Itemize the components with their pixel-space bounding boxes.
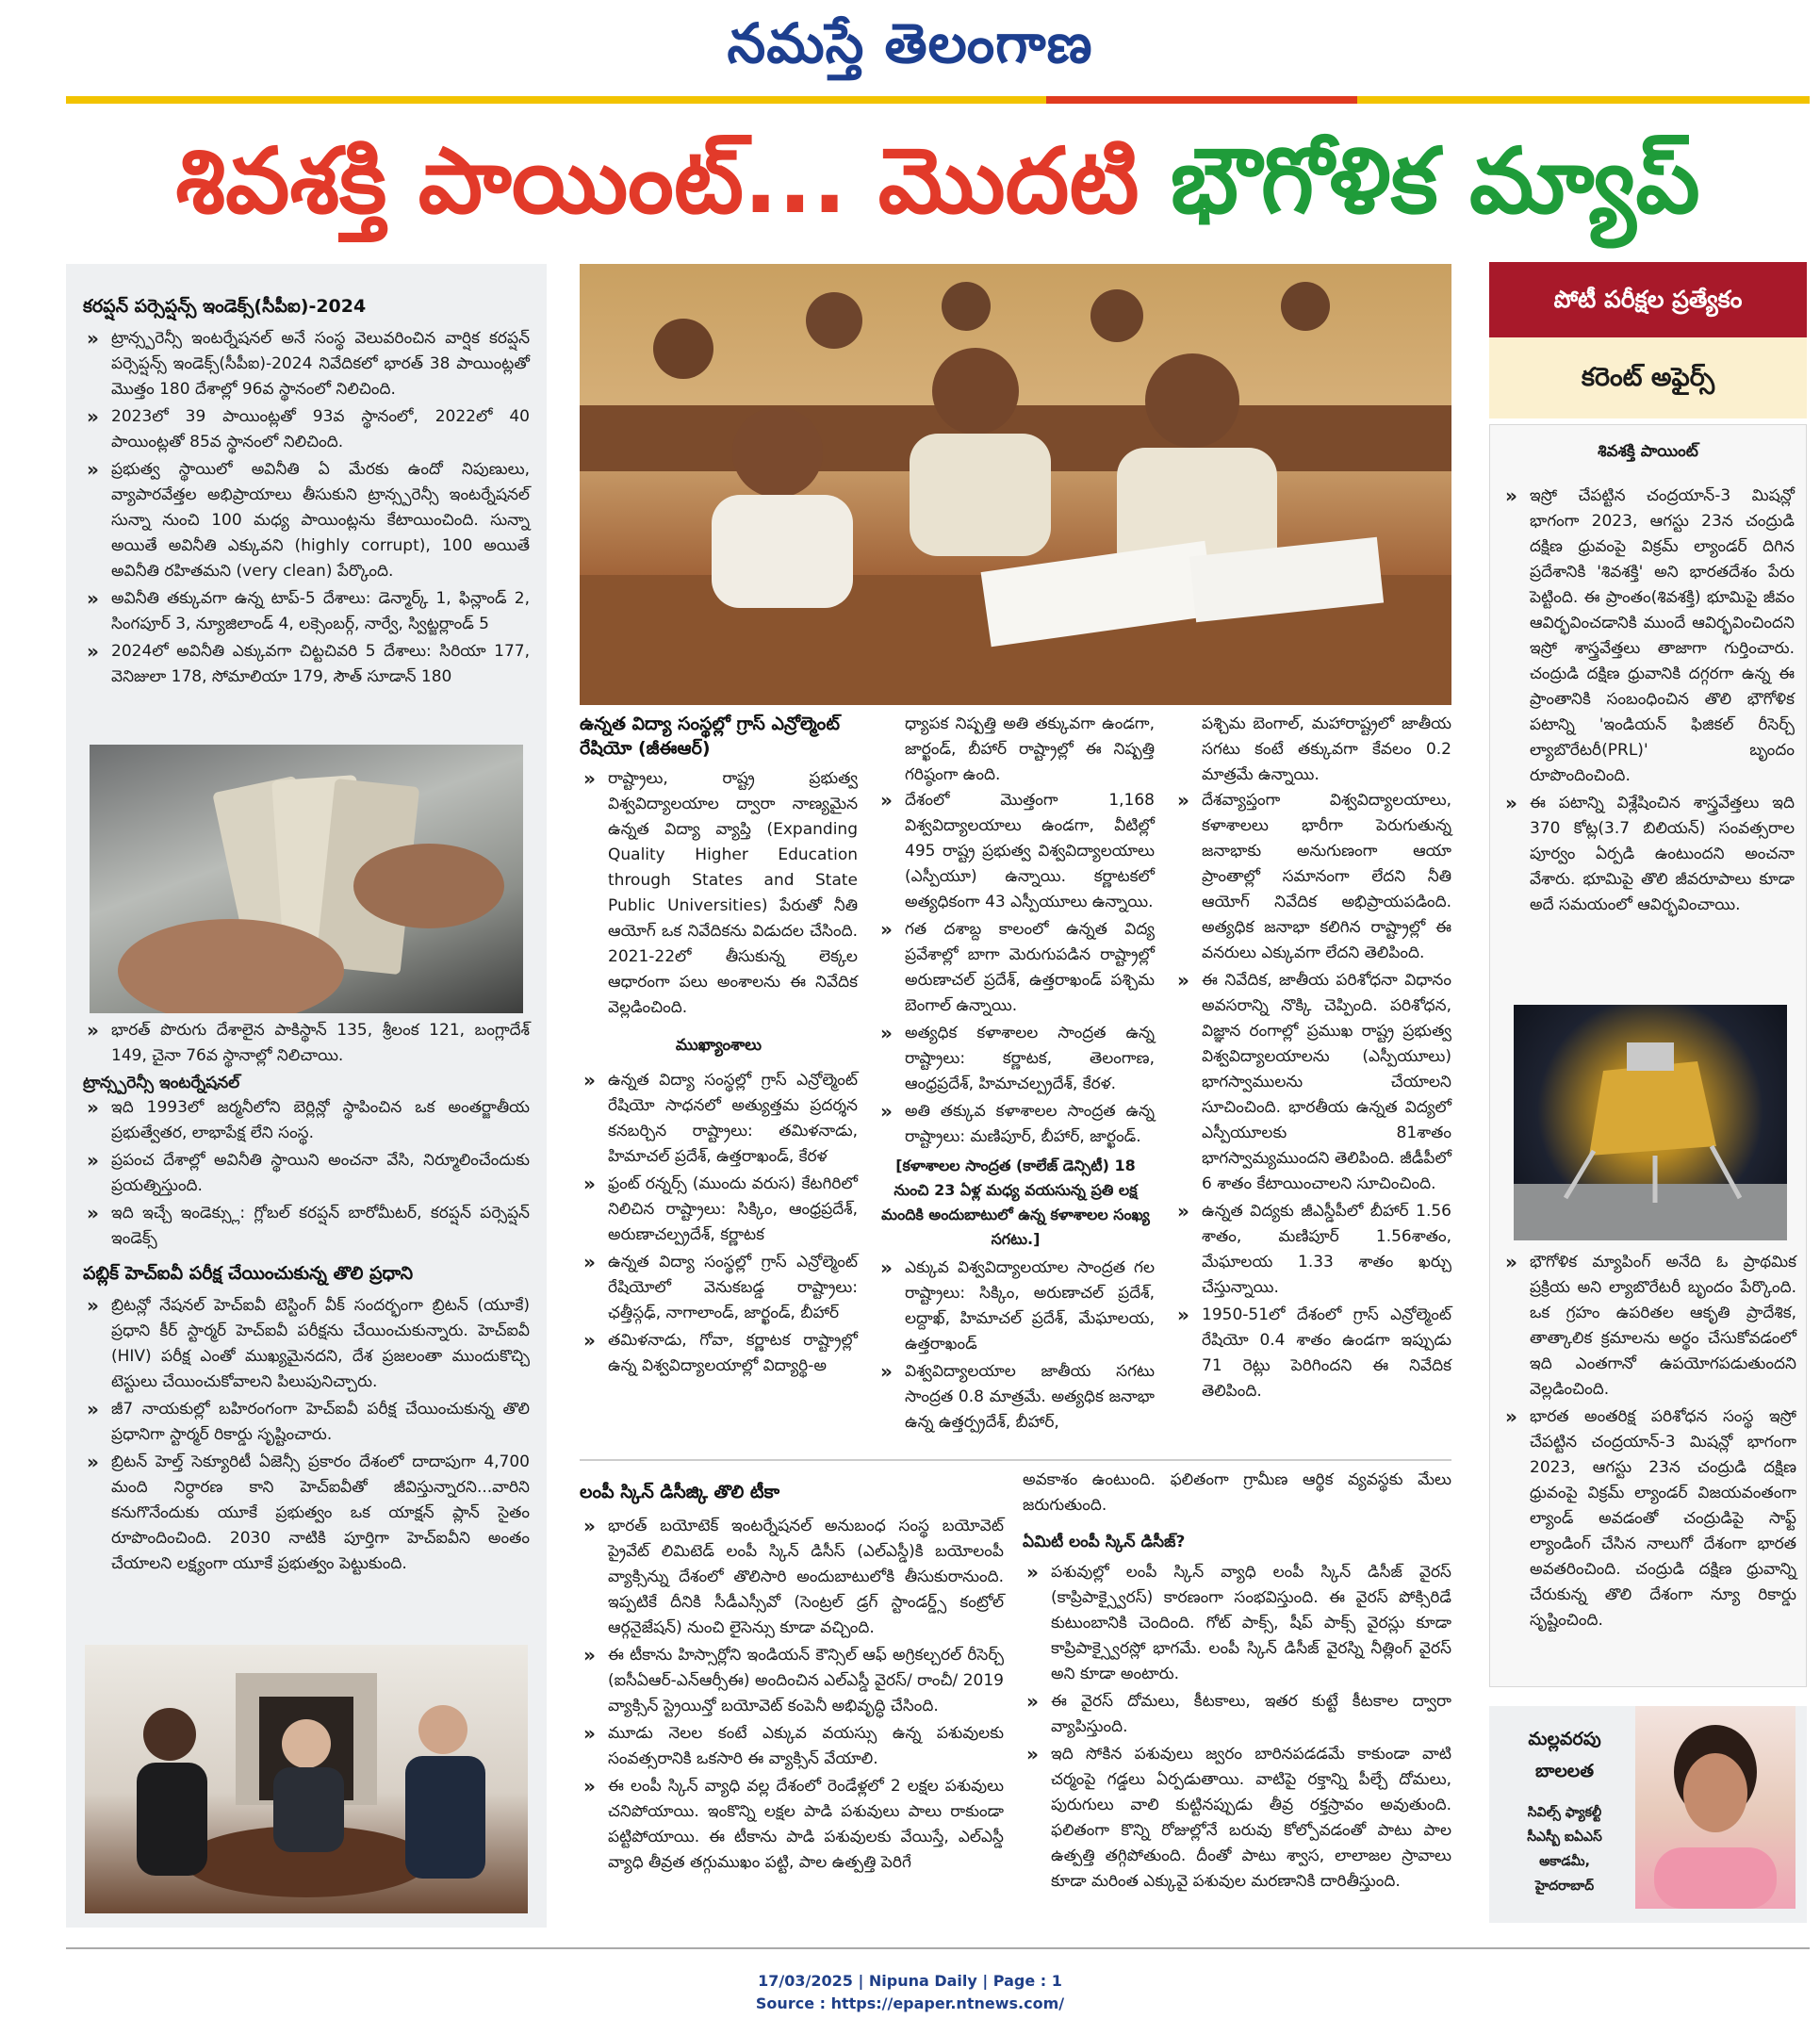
shivshakti-list (1501, 484, 1795, 918)
neighbours-list (83, 1018, 530, 1069)
list-item: » ఈ టీకాను హిస్సార్లోని ఇండియన్ కౌన్సిల్ ఆఫ్ అగ్రికల్చరల్ రీసెర్చ్ (ఐసీఏఆర్-ఎన్ఆర్సీఈ) అందించిన ఎల్ఎస్డీ వైరస్/ రాంచీ/ 2019 వ్యాక్సిన్ స్ట్రెయిన్తో బయోవెట్ కంపెనీ అభివృద్ధి చేసింది. (580, 1643, 1004, 1719)
lumpy-col2-lead: అవకాశం ఉంటుంది. ఫలితంగా గ్రామీణ ఆర్థిక వ్యవస్థకు మేలు జరుగుతుంది. (1023, 1470, 1451, 1515)
classroom-photo (580, 264, 1451, 705)
list-item: » ఉన్నత విద్యకు జీఎస్డీపీలో బీహార్ 1.56 శాతం, మణిపూర్ 1.56శాతం, మేఘాలయ 1.33 శాతం ఖర్చు చేస్తున్నాయి. (1173, 1199, 1451, 1301)
list-item: » అవినీతి తక్కువగా ఉన్న టాప్-5 దేశాలు: డెన్మార్క్ 1, ఫిన్లాండ్ 2, సింగపూర్ 3, న్యూజిలాండ్ 4, లక్సెంబర్గ్, నార్వే, స్విట్జర్లాండ్ 5 (83, 586, 530, 637)
hiv-list (83, 1293, 530, 1577)
lumpy-col-1 (580, 1480, 1004, 1878)
mapping-section (1501, 1250, 1796, 1635)
list-item: » ఇది సోకిన పశువులు జ్వరం బారినపడడమే కాకుండా వాటి చర్మంపై గడ్డలు ఏర్పడుతాయి. వాటిపై రక్తాన్ని పీల్చే దోమలు, పురుగులు వాలి కుట్టినప్పుడు తీవ్ర రక్తస్రావం అవుతుంది. ఫలితంగా కొన్ని రోజుల్లోనే బరువు కోల్పోవడంతో పాటు పాల ఉత్పత్తి తగ్గిపోతుంది. దీంతో పాటు శ్వాస, లాలాజల స్రావాలు కూడా మరింత ఎక్కువై పశువుల మరణానికి దారితీస్తుంది. (1023, 1742, 1451, 1895)
list-item: » ఉన్నత విద్యా సంస్థల్లో గ్రాస్ ఎన్రోల్మెంట్ రేషియోలో వెనుకబడ్డ రాష్ట్రాలు: ఛత్తీస్గఢ్, నాగాలాండ్, జార్ఖండ్, బీహార్ (580, 1250, 858, 1326)
header-rule-yellow (66, 96, 1810, 104)
vikram-lander-photo (1514, 1005, 1787, 1240)
list-item: » మూడు నెలల కంటే ఎక్కువ వయస్సు ఉన్న పశువులకు సంవత్సరానికి ఒకసారి ఈ వ్యాక్సిన్ వేయాలి. (580, 1721, 1004, 1772)
list-item: » ఈ నివేదిక, జాతీయ పరిశోధనా విధానం అవసరాన్ని నొక్కి చెప్పింది. పరిశోధన, విజ్ఞాన రంగాల్లో ప్రముఖ రాష్ట్ర ప్రభుత్వ విశ్వవిద్యాలయాలను (ఎస్పీయూలు) భాగస్వాములను చేయాలని సూచించింది. భారతీయ ఉన్నత విద్యలో ఎస్పీయూలకు 81శాతం భాగస్వామ్యముందని తెలిపింది. జీడీపీలో 6 శాతం కేటాయించాలని సూచించింది. (1173, 968, 1451, 1197)
list-item: » ఈ వైరస్ దోమలు, కీటకాలు, ఇతర కుట్టే కీటకాల ద్వారా వ్యాపిస్తుంది. (1023, 1689, 1451, 1740)
list-item: » 1950-51లో దేశంలో గ్రాస్ ఎన్రోల్మెంట్ రేషియో 0.4 శాతం ఉండగా ఇప్పుడు 71 రెట్లు పెరిగిందని ఈ నివేదిక తెలిపింది. (1173, 1303, 1451, 1404)
list-item: » భారత్ బయోటెక్ ఇంటర్నేషనల్ అనుబంధ సంస్థ బయోవెట్ ప్రైవేట్ లిమిటెడ్ లంపీ స్కిన్ డిసీస్ (ఎల్ఎస్డీ)కి బయోలంపీ వ్యాక్సిన్ను దేశంలో తొలిసారి అందుబాటులోకి తీసుకురానుంది. ఇప్పటికే దీనికి సీడీఎస్సీవో (సెంట్రల్ డ్రగ్ స్టాండర్డ్స్ కంట్రోల్ ఆర్గనైజేషన్) నుంచి లైసెన్సు కూడా వచ్చింది. (580, 1514, 1004, 1641)
ger-list-1 (580, 766, 858, 1021)
list-item: » ఫ్రంట్ రన్నర్స్ (ముందు వరుస) కేటగిరిలో నిలిచిన రాష్ట్రాలు: సిక్కిం, ఆంధ్రప్రదేశ్, అరుణాచల్ప్రదేశ్, కర్ణాటక (580, 1172, 858, 1248)
list-item: » పశువుల్లో లంపీ స్కిన్ వ్యాధి లంపీ స్కిన్ డిసీజ్ వైరస్ (కాప్రిపాక్స్వైరస్) కారణంగా సంభవిస్తుంది. ఈ వైరస్ పోక్సిరిడే కుటుంబానికి చెందింది. గోట్ పాక్స్, షీప్ పాక్స్ వైరస్లు కూడా కాప్రిపాక్స్వైరస్లో భాగమే. లంపీ స్కిన్ డిసీజ్ వైరస్ని నీత్లింగ్ వైరస్ అని కూడా అంటారు. (1023, 1560, 1451, 1687)
highlights-head: ముఖ్యాంశాలు (675, 1036, 762, 1055)
ger-col3-lead: పశ్చిమ బెంగాల్, మహారాష్ట్రలో జాతీయ సగటు కంటే తక్కువగా కేవలం 0.2 మాత్రమే ఉన్నాయి. (1202, 714, 1451, 784)
list-item: » ఈ లంపీ స్కిన్ వ్యాధి వల్ల దేశంలో రెండేళ్లలో 2 లక్షల పశువులు చనిపోయాయి. ఇంకొన్ని లక్షల పాడి పశువులు పాలు రాకుండా పట్టిపోయాయి. ఈ టీకాను పాడి పశువులకు వేయిస్తే, ఎల్ఎస్డీ వ్యాధి తీవ్రత తగ్గుముఖం పట్టి, పాల ఉత్పత్తి పెరిగే (580, 1774, 1004, 1876)
ger-col2-lead: ధ్యాపక నిష్పత్తి అతి తక్కువగా ఉండగా, జార్ఖండ్, బీహార్ రాష్ట్రాల్లో ఈ నిష్పత్తి గరిష్ఠంగా ఉంది. (905, 714, 1155, 784)
pm-meeting-photo-art (85, 1645, 528, 1913)
author-box (1489, 1706, 1807, 1923)
ger-list-4 (877, 1255, 1155, 1436)
section-divider (580, 1459, 1451, 1461)
list-item: » బ్రిటన్లో నేషనల్ హెచ్ఐవీ టెస్టింగ్ వీక్ సందర్భంగా బ్రిటన్ (యూకే) ప్రధాని కీర్ స్టార్మర్ హెచ్ఐవీ పరీక్షను చేయించుకున్నారు. హెచ్ఐవీ (HIV) పరీక్ష ఎంతో ముఖ్యమైనదని, దేశ ప్రజలంతా ముందుకొచ్చి టెస్టులు చేయించుకోవాలని పిలుపునిచ్చారు. (83, 1293, 530, 1395)
vikram-lander-photo-art (1514, 1005, 1787, 1240)
current-affairs-banner: కరెంట్ అఫైర్స్ (1489, 337, 1807, 418)
author-photo (1635, 1706, 1795, 1909)
masthead (0, 0, 1820, 94)
list-item: » జీ7 నాయకుల్లో బహిరంగంగా హెచ్ఐవీ పరీక్ష చేయించుకున్న తొలి ప్రధానిగా స్టార్మర్ రికార్డు సృష్టించారు. (83, 1397, 530, 1448)
list-item: » ప్రభుత్వ స్థాయిలో అవినీతి ఏ మేరకు ఉందో నిపుణులు, వ్యాపారవేత్తల అభిప్రాయాలు తీసుకుని ట్రాన్స్పరెన్సీ ఇంటర్నేషనల్ సున్నా నుంచి 100 మధ్య పాయింట్లను కేటాయించింది. సున్నా అయితే అవినీతి ఎక్కువని (highly corrupt), 100 అయితే అవినీతి రహితమని (very clean) పేర్కొంది. (83, 457, 530, 584)
author-name-line-1: మల్లవరపు (1528, 1729, 1601, 1749)
headline-part-2: భౌగోళిక మ్యాప్ (1170, 128, 1700, 234)
masthead-logo: నమస్తే తెలంగాణ (727, 11, 1093, 75)
footer-rule (66, 1947, 1810, 1949)
right-column (1489, 424, 1807, 1687)
list-item: » 2024లో అవినీతి ఎక్కువగా చిట్టచివరి 5 దేశాలు: సిరియా 177, వెనిజులా 178, సోమాలియా 179, సౌత్ సూడాన్ 180 (83, 639, 530, 690)
list-item: » భారత్ పొరుగు దేశాలైన పాకిస్థాన్ 135, శ్రీలంక 121, బంగ్లాదేశ్ 149, చైనా 76వ స్థానాల్లో నిలిచాయి. (83, 1018, 530, 1069)
ti-subhead: ట్రాన్స్పరెన్సీ ఇంటర్నేషనల్ (83, 1074, 240, 1092)
list-item: » ఉన్నత విద్యా సంస్థల్లో గ్రాస్ ఎన్రోల్మెంట్ రేషియో సాధనలో అత్యుత్తమ ప్రదర్శన కనబర్చిన రాష్ట్రాలు: తమిళనాడు, హిమాచల్ ప్రదేశ్, ఉత్తరాఖండ్, కేరళ (580, 1068, 858, 1170)
left-column (66, 264, 547, 1928)
author-affiliation (1495, 1800, 1634, 1898)
headline-part-1: శివశక్తి పాయింట్... మొదటి (175, 128, 1171, 234)
lumpy-subhead: ఏమిటీ లంపీ స్కిన్ డిసీజ్? (1023, 1533, 1186, 1551)
classroom-photo-art (580, 264, 1451, 705)
cpi-section (66, 264, 547, 690)
list-item: » దేశవ్యాప్తంగా విశ్వవిద్యాలయాలు, కళాశాలలు భారీగా పెరుగుతున్న జనాభాకు అనుగుణంగా ఆయా ప్రాంతాల్లో సమానంగా లేదని నీతి ఆయోగ్ నివేదిక అభిప్రాయపడింది. అత్యధిక జనాభా కలిగిన రాష్ట్రాల్లో ఈ వనరులు ఎక్కువగా లేదని తెలిపింది. (1173, 788, 1451, 966)
page-headline (66, 115, 1810, 247)
page-footer (0, 1970, 1820, 2015)
author-name (1499, 1723, 1631, 1787)
list-item: » ఇది ఇచ్చే ఇండెక్స్లు: గ్లోబల్ కరప్షన్ బారోమీటర్, కరప్షన్ పర్సెప్షన్ ఇండెక్స్ (83, 1201, 530, 1252)
cpi-title: కరప్షన్ పర్సెప్షన్స్ ఇండెక్స్(సీపీఐ)-2024 (83, 296, 367, 317)
list-item: » అత్యధిక కళాశాలల సాంద్రత ఉన్న రాష్ట్రాలు: కర్ణాటక, తెలంగాణ, ఆంధ్రప్రదేశ్, హిమాచల్ప్రదేశ్, కేరళ. (877, 1021, 1155, 1097)
hiv-title: పబ్లిక్ హెచ్ఐవీ పరీక్ష చేయించుకున్న తొలి ప్రధాని (83, 1263, 414, 1284)
list-item: » ట్రాన్స్పరెన్సీ ఇంటర్నేషనల్ అనే సంస్థ వెలువరించిన వార్షిక కరప్షన్ పర్సెప్షన్స్ ఇండెక్స్(సీపీఐ)-2024 నివేదికలో భారత్ 38 పాయింట్లతో మొత్తం 180 దేశాల్లో 96వ స్థానంలో నిలిచింది. (83, 326, 530, 402)
author-aff-line-4: హైదరాబాద్ (1534, 1879, 1595, 1894)
ger-col-3 (1173, 712, 1451, 1406)
middle-column (580, 264, 1456, 1928)
ti-list (83, 1095, 530, 1252)
list-item: » ఇస్రో చేపట్టిన చంద్రయాన్-3 మిషన్లో భాగంగా 2023, ఆగస్టు 23న చంద్రుడి దక్షిణ ధ్రువంపై విక్రమ్ ల్యాండర్ దిగిన ప్రదేశానికి 'శివశక్తి' అని భారతదేశం పేరు పెట్టింది. ఈ ప్రాంతం(శివశక్తి) భూమిపై జీవం ఆవిర్భవించడానికి ముందే ఆవిర్భవించిందని ఇస్రో శాస్త్రవేత్తలు తాజాగా గుర్తించారు. చంద్రుడి దక్షిణ ధ్రువానికి దగ్గరగా ఉన్న ఈ ప్రాంతానికి సంబంధించిన తొలి భౌగోళిక పటాన్ని 'ఇండియన్ ఫిజికల్ రీసెర్చ్ ల్యాబొరేటరీ(PRL)' బృందం రూపొందించింది. (1501, 484, 1795, 789)
author-photo-art (1635, 1706, 1795, 1909)
currency-photo (90, 745, 523, 1013)
ger-col-1 (580, 712, 858, 1381)
list-item: » భారత అంతరిక్ష పరిశోధన సంస్థ ఇస్రో చేపట్టిన చంద్రయాన్-3 మిషన్లో భాగంగా 2023, ఆగస్టు 23న చంద్రుడి దక్షిణ ధ్రువంపై విక్రమ్ ల్యాండర్ విజయవంతంగా ల్యాండ్ అవడంతో చంద్రుడిపై సాఫ్ట్ ల్యాండింగ్ చేసిన నాలుగో దేశంగా భారత అవతరించింది. చంద్రుడి దక్షిణ ధ్రువాన్ని చేరుకున్న తొలి దేశంగా న్యూ రికార్డు సృష్టించింది. (1501, 1404, 1796, 1633)
currency-photo-art (90, 745, 523, 1013)
ger-list-2 (580, 1068, 858, 1379)
lumpy-col-2 (1023, 1468, 1451, 1896)
right-header (1489, 262, 1807, 418)
ger-list-5 (1173, 788, 1451, 1404)
lumpy-list-2 (1023, 1560, 1451, 1895)
list-item: » ఇది 1993లో జర్మనీలోని బెర్లిన్లో స్థాపించిన ఒక అంతర్జాతీయ ప్రభుత్వేతర, లాభాపేక్ష లేని సంస్థ. (83, 1095, 530, 1146)
shivshakti-section (1490, 425, 1806, 918)
list-item: » ప్రపంచ దేశాల్లో అవినీతి స్థాయిని అంచనా వేసి, నిర్మూలించేందుకు ప్రయత్నిస్తుంది. (83, 1148, 530, 1199)
list-item: » తమిళనాడు, గోవా, కర్ణాటక రాష్ట్రాల్లో ఉన్న విశ్వవిద్యాలయాల్లో విద్యార్థి-అ (580, 1328, 858, 1379)
competitive-exams-banner: పోటీ పరీక్షల ప్రత్యేకం (1489, 262, 1807, 337)
list-item: » దేశంలో మొత్తంగా 1,168 విశ్వవిద్యాలయాలు ఉండగా, వీటిల్లో 495 రాష్ట్ర ప్రభుత్వ విశ్వవిద్యాలయాలు (ఎస్పీయూ) ఉన్నాయి. కర్ణాటకలో అత్యధికంగా 43 ఎస్పీయూలు ఉన్నాయి. (877, 788, 1155, 915)
footer-source-link[interactable]: Source : https://epaper.ntnews.com/ (755, 1994, 1065, 2012)
ger-list-3 (877, 788, 1155, 1150)
list-item: » ఈ పటాన్ని విశ్లేషించిన శాస్త్రవేత్తలు ఇది 370 కోట్ల(3.7 బిలియన్) సంవత్సరాల పూర్వం ఏర్పడి ఉంటుందని అంచనా వేశారు. భూమిపై తొలి జీవరూపాలు కూడా అదే సమయంలో ఆవిర్భవించాయి. (1501, 791, 1795, 918)
author-aff-line-1: సివిల్స్ ఫ్యాకల్టీ (1527, 1805, 1602, 1820)
list-item: » 2023లో 39 పాయింట్లతో 93వ స్థానంలో, 2022లో 40 పాయింట్లతో 85వ స్థానంలో నిలిచింది. (83, 404, 530, 455)
pm-meeting-photo (85, 1645, 528, 1913)
mapping-list (1501, 1250, 1796, 1633)
author-name-line-2: బాలలత (1534, 1761, 1595, 1781)
lumpy-list-1 (580, 1514, 1004, 1876)
list-item: » గత దశాబ్ద కాలంలో ఉన్నత విద్య ప్రవేశాల్లో బాగా మెరుగుపడిన రాష్ట్రాల్లో అరుణాచల్ ప్రదేశ్, ఉత్తరాఖండ్ పశ్చిమ బెంగాల్ ఉన్నాయి. (877, 917, 1155, 1019)
author-aff-line-3: అకాడమీ, (1539, 1854, 1590, 1869)
header-rule-red (1046, 96, 1357, 104)
ger-title: ఉన్నత విద్యా సంస్థల్లో గ్రాస్ ఎన్రోల్మెంట్ రేషియో (జీఈఆర్) (580, 714, 840, 759)
list-item: » అతి తక్కువ కళాశాలల సాంద్రత ఉన్న రాష్ట్రాలు: మణిపూర్, బీహార్, జార్ఖండ్. (877, 1099, 1155, 1150)
ger-col-2 (877, 712, 1155, 1437)
list-item: » విశ్వవిద్యాలయాల జాతీయ సగటు సాంద్రత 0.8 మాత్రమే. అత్యధిక జనాభా ఉన్న ఉత్తర్ప్రదేశ్, బీహార్, (877, 1359, 1155, 1436)
list-item: » భౌగోళిక మ్యాపింగ్ అనేది ఓ ప్రాథమిక ప్రక్రియ అని ల్యాబొరేటరీ బృందం పేర్కొంది. ఒక గ్రహం ఉపరితల ఆకృతి ప్రాదేశిక, తాత్కాలిక క్రమాలను అర్థం చేసుకోవడంలో ఇది ఎంతగానో ఉపయోగపడుతుందని వెల్లడించింది. (1501, 1250, 1796, 1403)
lumpy-title: లంపీ స్కిన్ డిసీజ్కి తొలి టీకా (580, 1482, 780, 1502)
list-item: » బ్రిటన్ హెల్త్ సెక్యూరిటీ ఏజెన్సీ ప్రకారం దేశంలో దాదాపుగా 4,700 మంది నిర్ధారణ కాని హెచ్ఐవీతో జీవిస్తున్నారని...వారిని కనుగొనేందుకు యూకే ప్రభుత్వం ఒక యాక్షన్ ప్లాన్ సైతం రూపొందించింది. 2030 నాటికి పూర్తిగా హెచ్ఐవీని అంతం చేయాలని లక్ష్యంగా యూకే ప్రభుత్వం పెట్టుకుంది. (83, 1450, 530, 1577)
list-item: » ఎక్కువ విశ్వవిద్యాలయాల సాంద్రత గల రాష్ట్రాలు: సిక్కిం, అరుణాచల్ ప్రదేశ్, లద్దాఖ్, హిమాచల్ ప్రదేశ్, మేఘాలయ, ఉత్తరాఖండ్ (877, 1255, 1155, 1357)
shivshakti-title: శివశక్తి పాయింట్ (1598, 442, 1698, 461)
footer-date-line: 17/03/2025 | Nipuna Daily | Page : 1 (758, 1972, 1062, 1990)
author-aff-line-2: సీఎస్బీ ఐఏఎస్ (1527, 1830, 1602, 1845)
cpi-list (83, 326, 530, 690)
cpi-neighbours-section (66, 1018, 547, 1579)
college-density-note: [కళాశాలల సాంద్రత (కాలేజ్ డెన్సిటీ) 18 నుంచి 23 ఏళ్ల మధ్య వయసున్న ప్రతి లక్ష మందికి అందుబాటులో ఉన్న కళాశాలల సంఖ్య సగటు.] (881, 1157, 1150, 1248)
list-item: » రాష్ట్రాలు, రాష్ట్ర ప్రభుత్వ విశ్వవిద్యాలయాల ద్వారా నాణ్యమైన ఉన్నత విద్యా వ్యాప్తి (Expanding Quality Higher Education through States and State Public Universities) పేరుతో నీతి ఆయోగ్ ఒక నివేదికను విడుదల చేసింది. 2021-22లో తీసుకున్న లెక్కల ఆధారంగా పలు అంశాలను ఈ నివేదిక వెల్లడించింది. (580, 766, 858, 1021)
